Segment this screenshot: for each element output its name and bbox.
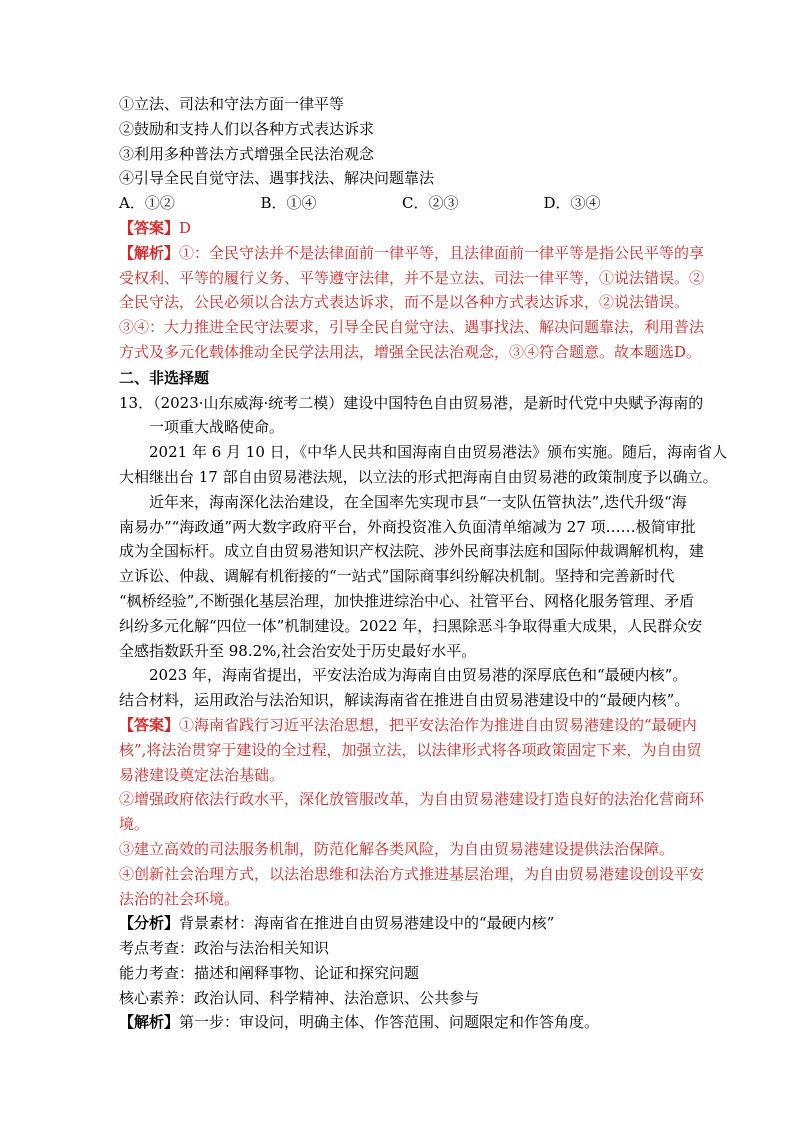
- stem-line-2: 一项重大战略使命。: [149, 418, 285, 437]
- q13-answer-line-7: ④创新社会治理方式，以法治思维和法治方式推进基层治理，为自由贸易港建设创设平安: [119, 864, 705, 883]
- q13-analysis-tag: 【分析】: [119, 914, 180, 933]
- statement-4: ④引导全民自觉守法、遇事找法、解决问题靠法: [119, 169, 435, 188]
- p2-line-1: 近年来，海南深化法治建设，在全国率先实现市县“一支队伍管执法”,迭代升级“海: [149, 492, 687, 511]
- q13-answer-text: ①海南省践行习近平法治思想，把平安法治作为推进自由贸易港建设的“最硬内: [179, 715, 697, 734]
- answer-value: D: [179, 218, 192, 237]
- q12-analysis: [119, 241, 705, 365]
- analysis-line-4: ③④：大力推进全民守法要求，引导全民自觉守法、遇事找法、解决问题靠法，利用普法: [119, 318, 705, 337]
- q13-answer-line-4: ②增强政府依法行政水平，深化放管服改革，为自由贸易港建设打造良好的法治化营商环: [119, 790, 705, 809]
- p2-line-6: 纠纷多元化解“四位一体”机制建设。2022 年，扫黑除恶斗争取得重大成果，人民群众安: [119, 616, 703, 635]
- q13-answer-tag: 【答案】: [119, 715, 180, 734]
- option-b: B．①④: [260, 194, 317, 213]
- p2-line-5: “枫桥经验”,不断强化基层治理，加快推进综治中心、社管平台、网格化服务管理、矛盾: [119, 591, 695, 610]
- q13-analysis-line-3: 能力考查：描述和阐释事物、论证和探究问题: [119, 963, 420, 982]
- p3-line-1: 2023 年，海南省提出，平安法治成为海南自由贸易港的深厚底色和“最硬内核”。: [149, 666, 688, 685]
- analysis-line-2: 受权利、平等的履行义务、平等遵守法律，并不是立法、司法一律平等，①说法错误。②: [119, 268, 705, 287]
- q13-analysis-line-1: [119, 911, 685, 936]
- q13-analysis-text: 背景素材：海南省在推进自由贸易港建设中的“最硬内核”: [179, 914, 555, 933]
- p1-line-2: 大相继出台 17 部自由贸易港法规，以立法的形式把海南自由贸易港的政策制度予以确立。: [119, 467, 718, 486]
- section-title: 二、非选择题: [119, 368, 210, 387]
- stem-line-1: 13．（2023·山东威海·统考二模）建设中国特色自由贸易港，是新时代党中央赋予海南的: [119, 393, 704, 412]
- analysis-text: ①：全民守法并不是法律面前一律平等，且法律面前一律平等是指公民平等的享: [179, 243, 705, 262]
- document-page: [119, 92, 728, 1035]
- analysis-tag: 【解析】: [119, 243, 180, 262]
- q13-answer-line-5: 境。: [119, 815, 150, 834]
- q13-question: 结合材料，运用政治与法治知识，解读海南省在推进自由贸易港建设中的“最硬内核”。: [119, 691, 690, 710]
- p2-line-4: 立诉讼、仲裁、调解有机衔接的“一站式”国际商事纠纷解决机制。坚持和完善新时代: [119, 567, 675, 586]
- answer-tag: 【答案】: [119, 218, 180, 237]
- q13-stem: [119, 391, 704, 441]
- p2-line-7: 全感指数跃升至 98.2%,社会治安处于历史最好水平。: [119, 641, 477, 660]
- option-a: A．①②: [119, 194, 175, 213]
- p1-line-1: 2021 年 6 月 10 日，《中华人民共和国海南自由贸易港法》颁布实施。随后，海南省人: [149, 443, 728, 462]
- q13-analysis-line-4: 核心素养：政治认同、科学精神、法治意识、公共参与: [119, 988, 480, 1007]
- p2-line-3: 成为全国标杆。成立自由贸易港知识产权法院、涉外民商事法庭和国际仲裁调解机构，建: [119, 542, 705, 561]
- q13-answer: [119, 713, 705, 911]
- q13-answer-line-1: [119, 713, 697, 738]
- p2-line-2: 南易办”“海政通”两大数字政府平台，外商投资准入负面清单缩减为 27 项……极简审批: [119, 517, 696, 536]
- q13-jiexi-tag: 【解析】: [119, 1013, 180, 1032]
- q13-answer-line-2: 核”,将法治贯穿于建设的全过程，加强立法，以法律形式将各项政策固定下来，为自由贸: [119, 740, 702, 759]
- option-d: D．③④: [543, 194, 601, 213]
- material-paragraph-2: [119, 490, 705, 664]
- statement-3: ③利用多种普法方式增强全民法治观念: [119, 144, 375, 163]
- q13-answer-line-8: 法治的社会环境。: [119, 889, 240, 908]
- option-c: C．②③: [402, 194, 459, 213]
- q13-analysis-line-2: 考点考查：政治与法治相关知识: [119, 939, 330, 958]
- statement-2: ②鼓励和支持人们以各种方式表达诉求: [119, 119, 375, 138]
- q13-answer-line-3: 易港建设奠定法治基础。: [119, 765, 285, 784]
- q13-answer-line-6: ③建立高效的司法服务机制，防范化解各类风险，为自由贸易港建设提供法治保障。: [119, 839, 675, 858]
- q13-jiexi-text: 第一步：审设问，明确主体、作答范围、问题限定和作答角度。: [179, 1013, 600, 1032]
- q12-options: [119, 191, 685, 216]
- analysis-line-1: [119, 241, 705, 266]
- q13-analysis: [119, 911, 685, 1035]
- analysis-line-3: 全民守法，公民必须以合法方式表达诉求，而不是以各种方式表达诉求，②说法错误。: [119, 293, 690, 312]
- q13-jiexi-line: [119, 1010, 685, 1035]
- analysis-line-5: 方式及多元化载体推动全民学法用法，增强全民法治观念，③④符合题意。故本题选D。: [119, 342, 702, 361]
- q12-statements: [119, 92, 685, 191]
- material-paragraph-1: [119, 440, 728, 490]
- statement-1: ①立法、司法和守法方面一律平等: [119, 95, 345, 113]
- q12-answer: [119, 216, 685, 241]
- material-paragraph-3: [119, 663, 688, 688]
